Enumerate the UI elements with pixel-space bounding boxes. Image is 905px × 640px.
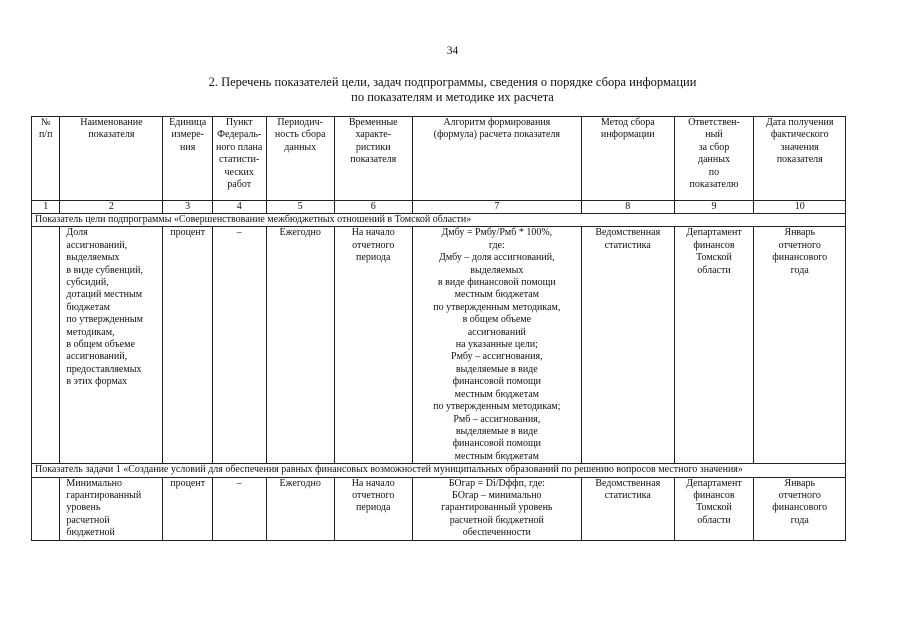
cell-line: финансов — [693, 239, 735, 251]
cell-line: выделяемые в виде — [455, 363, 538, 375]
cell-line: по утвержденным методикам; — [433, 401, 561, 413]
cell-line: уровень — [66, 502, 101, 514]
cell-line: по утвержденным методикам, — [433, 301, 561, 313]
cell-unit: процент — [163, 227, 212, 464]
cell-line: п/п — [38, 129, 53, 141]
cell-line: выделяемых — [66, 252, 120, 264]
cell-line: характе- — [355, 129, 392, 141]
cell-line: данных — [698, 154, 730, 166]
indicators-table — [31, 116, 846, 541]
cell-line: ния — [180, 141, 196, 153]
cell-time-characteristics — [334, 227, 412, 464]
cell-line: гарантированный — [66, 489, 142, 501]
column-header-5 — [266, 117, 334, 201]
cell-line: (формула) расчета показателя — [433, 129, 561, 141]
cell-line: Ответствен- — [688, 117, 740, 128]
cell-line: отчетного — [352, 489, 395, 501]
cell-line: БОгар – минимально — [452, 489, 542, 501]
cell-line: предоставляемых — [66, 363, 142, 375]
cell-line: измере- — [171, 129, 205, 141]
cell-line: Доля — [66, 227, 88, 239]
cell-line: ного плана — [216, 141, 263, 153]
cell-line: по — [708, 166, 720, 178]
cell-line: дотаций местным — [66, 289, 143, 301]
cell-line: бюджетной — [66, 527, 115, 539]
cell-line: На начало — [351, 227, 395, 239]
cell-line: по утвержденным — [66, 314, 143, 326]
cell-algorithm — [412, 227, 581, 464]
cell-line: в общем объеме — [66, 339, 135, 351]
cell-line: в этих формах — [66, 376, 128, 388]
cell-line: Томской — [696, 502, 732, 514]
cell-line: финансовой помощи — [452, 438, 542, 450]
cell-date — [754, 227, 846, 464]
column-number-7: 7 — [412, 201, 581, 214]
cell-line: выделяемые в виде — [455, 425, 538, 437]
column-number-4: 4 — [212, 201, 266, 214]
cell-line: статистика — [604, 239, 651, 251]
cell-indicator-name — [60, 477, 163, 540]
cell-line: отчетного — [778, 239, 821, 251]
cell-line: Временные — [348, 117, 398, 128]
cell-line: ристики — [355, 141, 391, 153]
page-number: 34 — [446, 45, 459, 57]
column-header-10 — [754, 117, 846, 201]
cell-line: Метод сбора — [600, 117, 655, 128]
cell-federal-plan: – — [212, 477, 266, 540]
cell-collection-method — [581, 227, 674, 464]
column-header-9 — [674, 117, 754, 201]
cell-line: за сбор — [698, 141, 730, 153]
section-task-1-label: Показатель задачи 1 «Создание условий для обеспечения равных финансовых возможностей муниципальных образований по решению вопросов местного значения» — [32, 464, 846, 477]
cell-unit: процент — [163, 477, 212, 540]
cell-line: финансового — [772, 252, 828, 264]
column-header-2 — [60, 117, 163, 201]
column-header-8 — [581, 117, 674, 201]
cell-line: данных — [284, 141, 317, 153]
cell-line: где: — [488, 239, 505, 251]
cell-line: ный — [705, 129, 723, 141]
cell-line: Департамент — [686, 477, 742, 489]
cell-line: обеспеченности — [462, 527, 531, 539]
column-number-1: 1 — [32, 201, 60, 214]
cell-line: выделяемых — [470, 264, 524, 276]
cell-date — [754, 477, 846, 540]
column-header-1 — [32, 117, 60, 201]
cell-line: отчетного — [778, 489, 821, 501]
cell-line: субсидий, — [66, 277, 109, 289]
section-row-goal — [32, 214, 846, 227]
cell-line: № — [40, 117, 51, 128]
cell-line: ассигнований, — [66, 239, 128, 251]
cell-line: информации — [600, 129, 655, 141]
cell-line: Пункт — [225, 117, 253, 128]
cell-line: Периодич- — [277, 117, 323, 128]
cell-line: Рмбу – ассигнования, — [451, 351, 543, 363]
cell-line: показателя — [350, 154, 397, 166]
cell-line: расчетной — [66, 514, 110, 526]
cell-line: Январь — [784, 477, 816, 489]
document-title — [0, 75, 905, 105]
cell-line: в виде финансовой помощи — [437, 277, 556, 289]
cell-line: ность сбора — [274, 129, 326, 141]
cell-line: Федераль- — [217, 129, 262, 141]
cell-line: Рмб – ассигнования, — [453, 413, 541, 425]
cell-indicator-name — [60, 227, 163, 464]
cell-line: методикам, — [66, 326, 115, 338]
cell-line: бюджетам — [66, 301, 111, 313]
cell-line: показателю — [689, 179, 739, 191]
cell-line: значения — [780, 141, 819, 153]
cell-line: Наименование — [80, 117, 143, 128]
cell-number — [32, 227, 60, 464]
cell-line: Ведомственная — [595, 477, 661, 489]
column-number-9: 9 — [674, 201, 754, 214]
column-number-8: 8 — [581, 201, 674, 214]
table-row — [32, 477, 846, 540]
cell-line: ассигнований, — [66, 351, 128, 363]
cell-time-characteristics — [334, 477, 412, 540]
cell-line: Департамент — [686, 227, 742, 239]
cell-periodicity: Ежегодно — [266, 477, 334, 540]
cell-line: расчетной бюджетной — [449, 514, 544, 526]
cell-line: финансового — [772, 502, 828, 514]
cell-line: статистика — [604, 489, 651, 501]
cell-line: местным бюджетам — [454, 289, 539, 301]
column-number-3: 3 — [163, 201, 212, 214]
cell-line: в виде субвенций, — [66, 264, 143, 276]
cell-line: ассигнований — [467, 326, 526, 338]
cell-line: На начало — [351, 477, 395, 489]
cell-line: Томской — [696, 252, 732, 264]
cell-collection-method — [581, 477, 674, 540]
cell-line: БОгар = Di/Dффп, где: — [448, 477, 545, 489]
cell-line: статисти- — [219, 154, 260, 166]
column-header-7 — [412, 117, 581, 201]
title-line-2: по показателям и методике их расчета — [351, 90, 554, 104]
cell-line: Минимально — [66, 477, 123, 489]
section-goal-label: Показатель цели подпрограммы «Совершенствование межбюджетных отношений в Томской области» — [32, 214, 846, 227]
cell-line: гарантированный уровень — [441, 502, 553, 514]
cell-line: Ведомственная — [595, 227, 661, 239]
column-header-4 — [212, 117, 266, 201]
column-header-3 — [163, 117, 212, 201]
cell-line: области — [697, 264, 731, 276]
cell-line: области — [697, 514, 731, 526]
column-numbers-row — [32, 201, 846, 214]
cell-line: Единица — [169, 117, 207, 128]
cell-line: Дата получения — [766, 117, 834, 128]
cell-federal-plan: – — [212, 227, 266, 464]
column-number-2: 2 — [60, 201, 163, 214]
column-number-10: 10 — [754, 201, 846, 214]
table-row — [32, 227, 846, 464]
cell-line: года — [790, 514, 809, 526]
column-header-6 — [334, 117, 412, 201]
cell-number — [32, 477, 60, 540]
cell-line: в общем объеме — [462, 314, 532, 326]
cell-line: фактического — [770, 129, 829, 141]
cell-line: Алгоритм формирования — [443, 117, 551, 128]
cell-line: финансов — [693, 489, 735, 501]
cell-line: работ — [227, 179, 252, 191]
section-row-task-1 — [32, 464, 846, 477]
cell-line: периода — [356, 252, 391, 264]
column-number-5: 5 — [266, 201, 334, 214]
cell-line: местным бюджетам — [454, 388, 539, 400]
cell-line: Январь — [784, 227, 816, 239]
cell-line: Дмбу – доля ассигнований, — [439, 252, 555, 264]
table-header-row — [32, 117, 846, 201]
cell-line: Дмбу = Рмбу/Рмб * 100%, — [441, 227, 553, 239]
title-line-1: 2. Перечень показателей цели, задач подпрограммы, сведения о порядке сбора информации — [208, 75, 697, 89]
cell-line: периода — [356, 502, 391, 514]
cell-line: на указанные цели; — [455, 339, 538, 351]
cell-line: местным бюджетам — [454, 450, 539, 462]
cell-responsible — [674, 477, 754, 540]
cell-line: показателя — [88, 129, 135, 141]
column-number-6: 6 — [334, 201, 412, 214]
cell-periodicity: Ежегодно — [266, 227, 334, 464]
cell-line: показателя — [776, 154, 823, 166]
cell-line: отчетного — [352, 239, 395, 251]
cell-line: года — [790, 264, 809, 276]
cell-line: ческих — [224, 166, 254, 178]
cell-line: финансовой помощи — [452, 376, 542, 388]
cell-responsible — [674, 227, 754, 464]
cell-algorithm — [412, 477, 581, 540]
